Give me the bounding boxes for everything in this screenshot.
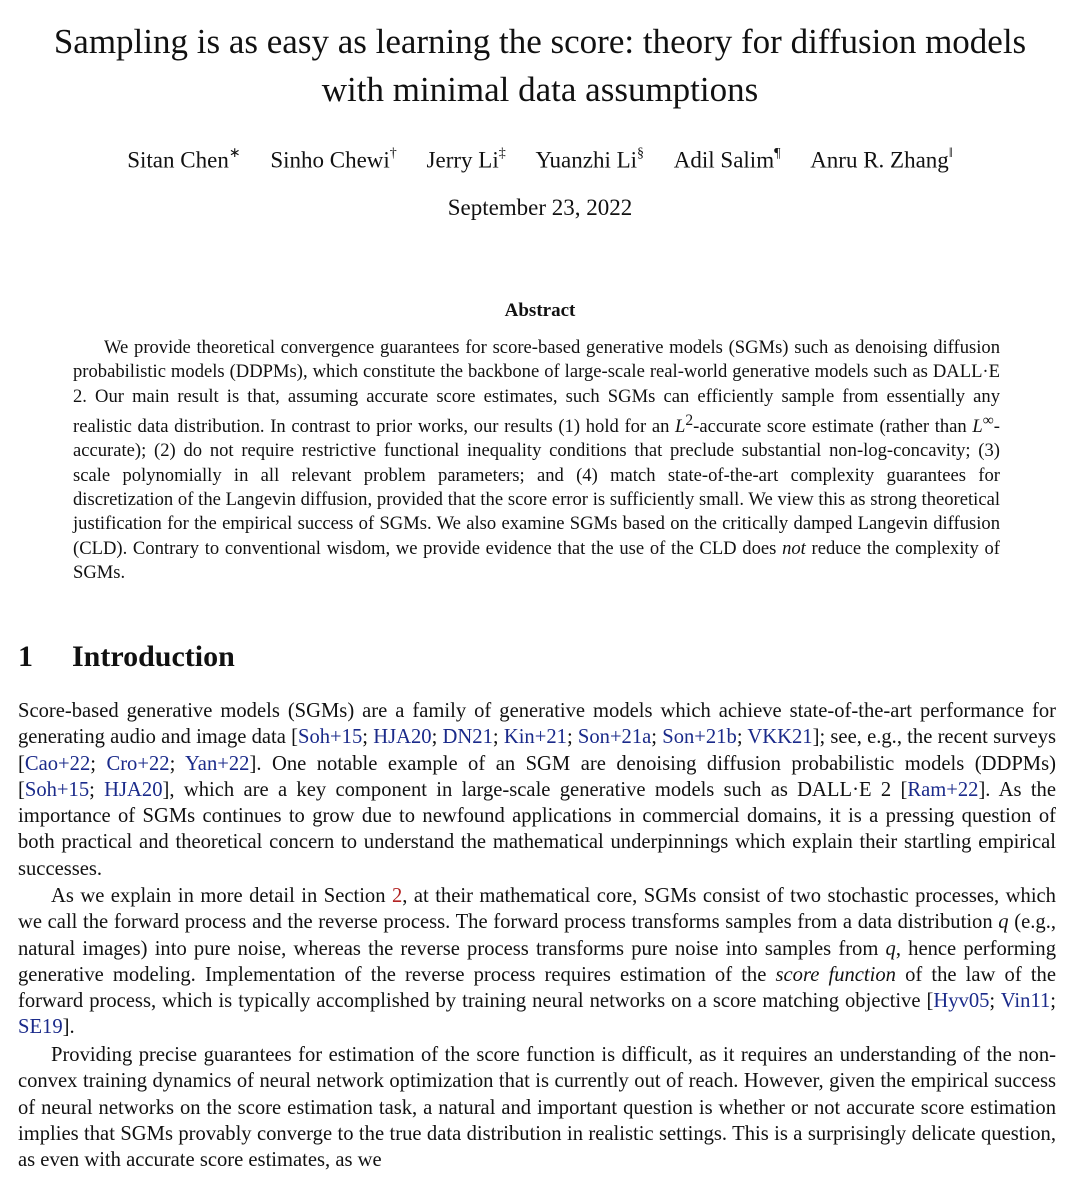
author-footnote-mark: † xyxy=(389,146,397,161)
citation-link[interactable]: SE19 xyxy=(18,1016,63,1039)
math-superscript: 2 xyxy=(685,411,694,429)
math-symbol: q xyxy=(885,937,896,960)
citation-link[interactable]: Kin+21 xyxy=(503,726,567,749)
section-reference-link[interactable]: 2 xyxy=(391,885,403,907)
author xyxy=(127,140,240,177)
author-list xyxy=(0,140,1080,177)
citation-link[interactable]: Vin11 xyxy=(1000,990,1051,1013)
author xyxy=(427,140,506,177)
citation-link[interactable]: HJA20 xyxy=(373,726,432,749)
citation-link[interactable]: Hyv05 xyxy=(933,990,990,1013)
body-paragraph: Providing precise guarantees for estimation of the score function is difficult, as it requires an understanding of the non-convex training dynamics of neural network optimization that is currently out of reach. However, given the empirical success of neural networks on the score estimation task, a natural and important question is whether or not accurate score estimation implies that SGMs provably converge to the true data distribution in realistic settings. This is a surprisingly delicate question, as even with accurate score estimates, as we xyxy=(18,1044,1056,1172)
author-name: Yuanzhi Li xyxy=(535,147,638,173)
section-number: 1 xyxy=(18,640,33,673)
author-name: Anru R. Zhang xyxy=(810,147,949,173)
citation-link[interactable]: Soh+15 xyxy=(298,726,363,749)
citation-link[interactable]: Soh+15 xyxy=(24,778,90,801)
citation-link[interactable]: Yan+22 xyxy=(185,752,250,775)
math-symbol: L xyxy=(675,416,686,438)
math-symbol: L xyxy=(972,416,983,438)
paper-title: Sampling is as easy as learning the score: theory for diffusion models with minimal data assumptions xyxy=(53,22,1027,109)
citation-link[interactable]: Son+21a xyxy=(577,726,652,749)
paper-date: September 23, 2022 xyxy=(447,195,633,220)
citation-link[interactable]: Son+21b xyxy=(662,726,737,749)
body-paragraph: As we explain in more detail in Section 2, at their mathematical core, SGMs consist of two stochastic processes, which we call the forward process and the reverse process. The forward process transforms samples from a data distribution q (e.g., natural images) into pure noise, whereas the reverse process transforms pure noise into samples from q, hence performing generative modeling. Implementation of the reverse process requires estimation of the score function of the law of the forward process, which is typically accomplished by training neural networks on a score matching objective [Hyv05; Vin11; SE19]. xyxy=(18,885,1057,1039)
author-name: Sinho Chewi xyxy=(270,147,390,173)
author-footnote-mark: ‡ xyxy=(498,146,506,161)
author xyxy=(270,140,396,177)
author-footnote-mark: ∗ xyxy=(228,146,241,161)
citation-link[interactable]: DN21 xyxy=(442,726,493,749)
abstract-heading: Abstract xyxy=(504,300,576,321)
author xyxy=(674,140,781,177)
author-name: Jerry Li xyxy=(426,147,499,173)
section-heading xyxy=(18,640,235,674)
citation-link[interactable]: Cro+22 xyxy=(106,752,170,775)
body-paragraph: Score-based generative models (SGMs) are a family of generative models which achieve state-of-the-art performance for generating audio and image data [Soh+15; HJA20; DN21; Kin+21; Son+21a; Son+21b; VKK21]; see, e.g., the recent surveys [Cao+22; Cro+22; Yan+22]. One notable example of an SGM are denoising diffusion probabilistic models (DDPMs) [Soh+15; HJA20], which are a key component in large-scale generative models such as DALL·E 2 [Ram+22]. As the importance of SGMs continues to grow due to newfound applications in commercial domains, it is a pressing question of both practical and theoretical concern to understand the mathematical underpinnings which explain their startling empirical successes. xyxy=(18,700,1057,880)
emphasis: not xyxy=(782,537,806,559)
citation-link[interactable]: Cao+22 xyxy=(24,752,91,775)
author xyxy=(810,140,953,177)
math-superscript: ∞ xyxy=(982,411,994,429)
emphasis: score function xyxy=(775,963,896,986)
citation-link[interactable]: Ram+22 xyxy=(907,778,979,801)
author xyxy=(535,140,644,177)
citation-link[interactable]: HJA20 xyxy=(104,778,163,801)
author-footnote-mark: ‖ xyxy=(948,146,953,161)
author-name: Sitan Chen xyxy=(127,147,229,173)
math-symbol: q xyxy=(998,911,1009,934)
citation-link[interactable]: VKK21 xyxy=(747,726,813,749)
author-footnote-mark: ¶ xyxy=(774,146,781,161)
author-footnote-mark: § xyxy=(637,146,645,161)
author-name: Adil Salim xyxy=(673,147,775,173)
abstract-body: We provide theoretical convergence guarantees for score-based generative models (SGMs) such as denoising diffusion probabilistic models (DDPMs), which constitute the backbone of large-scale real-world generative models such as DALL·E 2. Our main result is that, assuming accurate score estimates, such SGMs can efficiently sample from essentially any realistic data distribution. In contrast to prior works, our results (1) hold for an $L^2$-accurate score estimate (rather than L∞-accurate); (2) do not require restrictive functional inequality conditions that preclude substantial non-log-concavity; (3) scale polynomially in all relevant problem parameters; and (4) match state-of-the-art complexity guarantees for discretization of the Langevin diffusion, provided that the score error is sufficiently small. We view this as strong theoretical justification for the empirical success of SGMs. We also examine SGMs based on the critically damped Langevin diffusion (CLD). Contrary to conventional wisdom, we provide evidence that the use of the CLD does not reduce the complexity of SGMs. xyxy=(73,337,1000,583)
section-title: Introduction xyxy=(72,640,235,673)
